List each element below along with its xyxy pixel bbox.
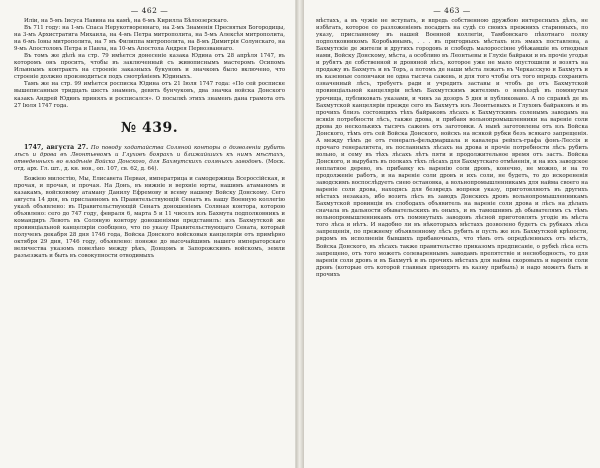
intro-paragraph-2: Въ 711 году: на 1-мъ Спаса Нерукотвореннаго, на 2-мъ Знаменiя Пресвятыя Богородицы, на 3-мъ Архистратига Михаила, на 4-мъ Петра митрополита, на 5-мъ Алексѣя митрополита, на 6-мъ Iоны митрополита, на 7 мъ Филиппа митрополита, на 8-мъ Димитрiя Солунскаго, на 9-мъ Апостоловъ Петра и Павла, на 10-мъ Апостола Андрея Первозваннаго.: [14, 25, 285, 53]
intro-paragraph-1: Илiи, на 5-мъ Iисуса Навина на камѣ, на 6-мъ Кирилла Бѣлоозерскаго.: [24, 18, 229, 24]
document-heading: [14, 144, 285, 173]
document-number: № 439.: [120, 119, 179, 136]
document-source: (Моск. отд. арх. Гл. шт., д. кн. нов., оп. 107, св. 62, д. 64).: [14, 158, 285, 172]
body-paragraph-1: Божiею милостiю, Мы, Елисавета Первая, императрица и самодержица Всероссiйская, и прочая, и прочая, и прочая. На Донъ, въ нижнiе и верхнiе юрты, нашимъ атаманомъ и казакамъ, войсковому атаману Данилу Ефремову и всему нашему Войску Донскому. Сего августа 14 дня, въ присланномъ въ Правительствующiй Сенатъ въ нашу Военную коллегiю указѣ объявлено: въ Правительствующiй Сенатъ доношенiемъ Соляная контора, которою объявлено: сего до 747 году, февраля 6, марта 5 и 11 чиселъ изъ Бахмута подполковникъ и командиръ Левотъ въ Соляную контору доношенiями представилъ: изъ Бахмутской же провинцiальной канцелярiи сообщено, что по указу Правительствующаго Сената, который полученъ декабря 28 дня 1746 года, Войска Донского войсковыя канцелярiи отъ примѣрно октября 29 дня, 1746 году, объявлено: понеже до высочайшимъ нашего императорскаго величества указомъ повелѣно между рѣкъ, Донцомъ и Запорожскимъ войскомъ, земли разъезжать и быть въ совокупности отводимыхъ: [14, 175, 285, 260]
book-gutter: [296, 0, 304, 468]
intro-paragraph-4: Тамъ же на стр. 99 имѣется росписка Юдина отъ 21 Iюля 1747 года: «По сей росписке вышеписанныя тридцать шесть знаменъ, девять бунчуковъ, два значка войска Донского казакъ Андрей Юдинъ принялъ и росписался». О посылкѣ этихъ знаменъ дана грамота отъ 27 Iюля 1747 года.: [14, 81, 285, 109]
right-page-number: — 463 —: [433, 6, 471, 15]
left-page-number: — 462 —: [130, 6, 169, 15]
intro-paragraph-3: Въ томъ же дѣлѣ на стр. 79 имѣется донесенiе казака Юдина отъ 28 апрѣля 1747, въ которомъ онъ проситъ, чтобы въ заключенный съ живописнымъ мастеромъ Осипомъ Ильинымъ контрактъ на строенiе заказныхъ букуновъ и значковъ было включено, что строенiе должно производиться подъ смотрѣнiемъ Юдиныхъ.: [14, 53, 285, 81]
right-page: [304, 0, 600, 468]
document-title: По поводу ходатайства Соляной конторы о дозволенiи рубить лѣсъ и дрова въ Леонтьевомъ и Глуховъ боярахъ и ближайшихъ къ нимъ мѣстахъ, отведенныхъ во владѣнiе Войска Донского, для Бахмутскихъ соляныхъ заводовъ.: [14, 144, 286, 165]
document-date: 1747, августа 27.: [24, 143, 89, 151]
right-paragraph-1: мѣстахъ, а въ чужiе не вступать, и впредь собственною дружбою интересныхъ дѣлъ, не избѣгать, которое со разложенiемъ посадить на судѣ со своихъ прежнихъ старинныхъ, по указу, присланному въ нашей Военной коллегiи, Тамбовскаго пѣхотнаго полку подполковникомъ Коробьинымъ, . . . въ пригодныхъ мѣстахъ изъ ямахъ поставлена, а Бахмутскiе де жители и другихъ городовъ и слободъ малороссiяне убѣжавшiе въ отводныя нами, Войску Донскому, мѣста, а особливо въ Леонтьевы и Глухiе байраки и въ прочiе угодья и рубятъ де собственной и дровяной лѣсъ, которое уже не мало опустошили и возятъ на продажу въ Бахмутъ и въ Торъ, а потомъ де наши мѣста лежатъ въ Черкасскую и Бахмутъ и въ казенные солончаки не одна тысяча сажень, и для того чтобы отъ того впредь сохранить означенный лѣсъ, требуетъ ради и учредить заставы и чтобъ де отъ Бахмутской провинцiальной канцелярiи всѣмъ Бахмутскимъ жителямъ о невъѣздѣ въ помянутыя урочища, публиковать указами, и чинъ за дозоръ 5 дня и публиковано. А по справкѣ де въ Бахмутской канцелярiи прежде сего въ Бахмутъ изъ Леонтьевыхъ и Глуховъ байраковъ и въ прочихъ близъ состоящихъ тѣхъ байраковъ лѣсахъ к Бахмутскимъ соленымъ заводамъ на всякiя потребности лѣсъ, также дрова, и прибавя вольнопромышленники на варенiе соли дрова до несколькихъ тысячъ саженъ отъ заготовки. А нынѣ заготовлены отъ взъ Войска Донского, тѣмъ отъ сей Войска Донского, войскъ на всякой рубки безъ всякаго запрещенiя. А между тѣмъ де отъ генералъ-фельдмаршала и кавалера рейхсъ-графа фонъ-Лессiя и прочаго генералитета, въ посланныхъ лѣсахъ на дрова и прочiе потребности лѣсъ рубить вольно, и сему въ тѣхъ лѣсахъ лѣтъ пяти и продолжительное время отъ застъ. Войска Донского, и вырубать въ полкахъ тѣхъ лѣсахъ для Бахмутскаго отмѣненiя, и на ихъ заводское неплатное дерево, въ прибавку къ варенiю соли дровъ, конечно, не можно, и на то продолженiе работъ, и на варенiе соли дровъ и ихъ соли, не будетъ, то до искорененiя заводскимъ воспослѣдуетъ сиею остановка, а вольнопромышленникамъ для найма своего на варенiе соли дрова, находясь для безвредъ вопреки указу, приготовляютъ въ другихъ мѣстахъ незаказъ, ибо возить лѣсъ въ заводъ Донскихъ дровъ вольнопромышленникамъ Бахмутской провинцiи въ слободахъ объявитель на варенiе соли дрова и лѣсъ на дѣлахъ сначала въ дальности обывательскихъ въ оныхъ, и въ тамошнимъ дѣ обывателямъ съ тѣмъ вольнопромышленникамъ отъ помянутыхъ заводовъ лѣсной приготовлять угодiе въ мѣста того лѣса и нѣтъ. И надобно ли въ нѣкоторыхъ мѣстахъ дозволено будетъ съ рубкахъ лѣса запрещенiя, по прежнему объявленному лѣсъ рубить и пусть же изъ Бахмутской крѣпости, рядомъ въ исполненiи бывшихъ прибавочныхъ, что тѣмъ отъ опредѣленныхъ отъ мѣстъ, Войска Донского, въ лѣсахъ также правительство приказомъ предписанiе, о рубкѣ лѣса есть запрещено, отъ того можетъ солевареннымъ заводамъ препятствiе и несвободность, то для варенiя соли дровъ и въ Бахмутѣ и въ прочихъ мѣстахъ для найма скоровыхъ и варенiя соли дровъ (которые отъ которой главныя приходятъ въ казну прибыль) и надо можетъ быть и прочихъ: [316, 18, 588, 278]
left-page: [0, 0, 296, 468]
